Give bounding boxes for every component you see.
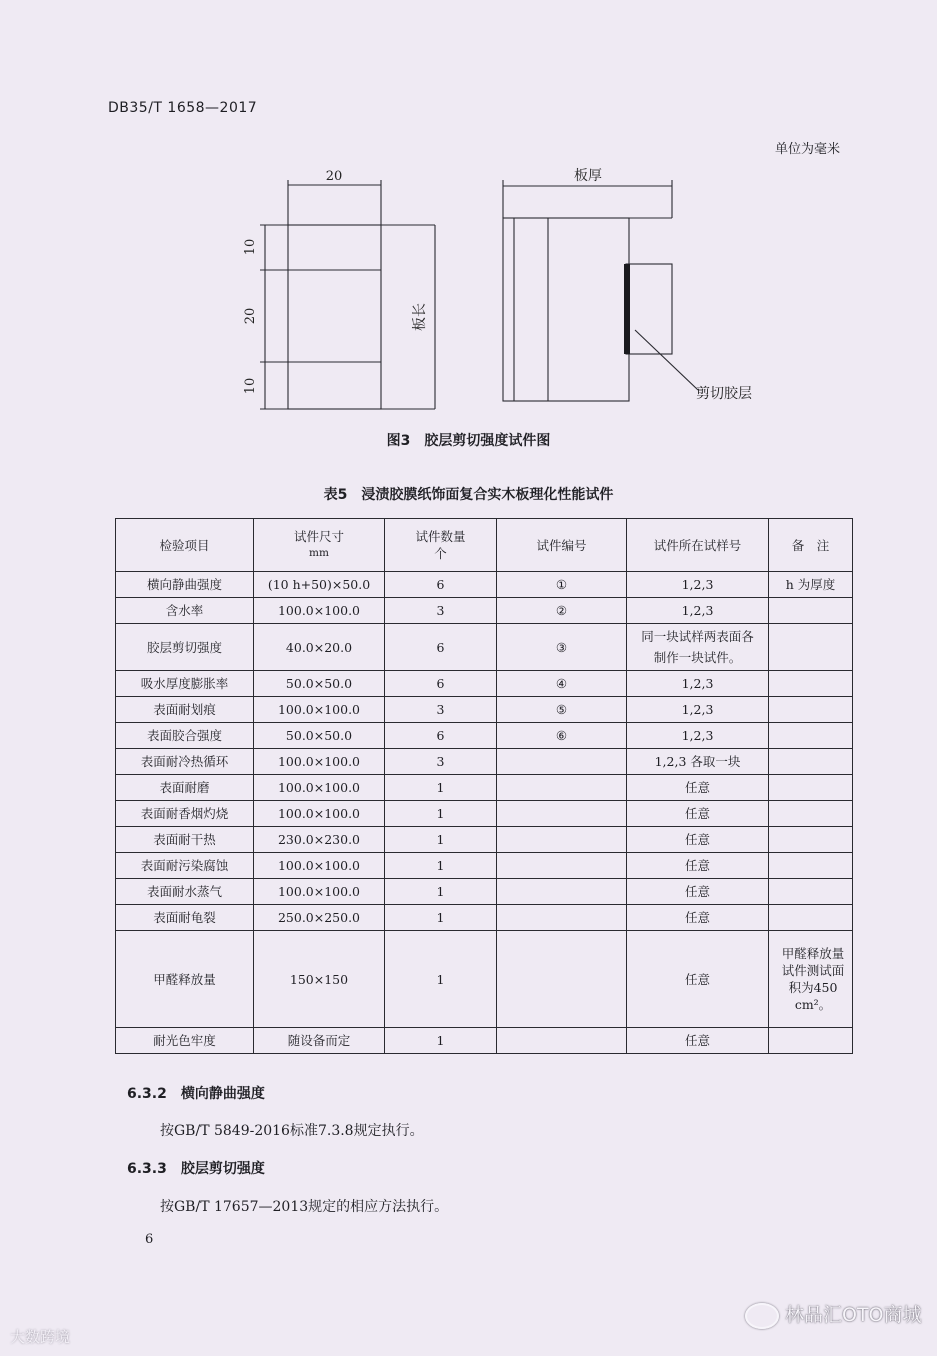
section-text-6-3-2: 按GB/T 5849-2016标准7.3.8规定执行。 bbox=[160, 1123, 424, 1139]
label-glue-layer: 剪切胶层 bbox=[696, 386, 752, 402]
specimen-table bbox=[115, 518, 853, 1054]
table-row: 表面耐冷热循环 100.0×100.0 3 1,2,3 各取一块 bbox=[116, 749, 853, 775]
table-row: 含水率 100.0×100.0 3 ② 1,2,3 bbox=[116, 598, 853, 624]
page-number: 6 bbox=[145, 1232, 154, 1247]
section-heading-6-3-2: 6.3.2 横向静曲强度 bbox=[127, 1086, 265, 1102]
table-row: 横向静曲强度 (10 h+50)×50.0 6 ① 1,2,3 h 为厚度 bbox=[116, 572, 853, 598]
label-dim-width: 20 bbox=[325, 169, 343, 184]
specimen-outline bbox=[288, 225, 381, 409]
table-row: 表面耐污染腐蚀 100.0×100.0 1 任意 bbox=[116, 853, 853, 879]
label-dim-bottom: 10 bbox=[243, 377, 258, 395]
figure-caption: 图3 胶层剪切强度试件图 bbox=[386, 433, 551, 449]
header-sample: 试件所在试样号 bbox=[627, 519, 769, 572]
label-dim-middle: 20 bbox=[243, 307, 258, 325]
table-row: 表面耐水蒸气 100.0×100.0 1 任意 bbox=[116, 879, 853, 905]
table-row: 表面耐香烟灼烧 100.0×100.0 1 任意 bbox=[116, 801, 853, 827]
table-row: 胶层剪切强度 40.0×20.0 6 ③ 同一块试样两表面各制作一块试件。 bbox=[116, 624, 853, 671]
label-board-thickness: 板厚 bbox=[574, 168, 602, 184]
specimen-figure bbox=[0, 0, 937, 425]
header-qty: 试件数量 个 bbox=[385, 519, 497, 572]
glue-layer-leader bbox=[635, 330, 698, 390]
label-dim-top: 10 bbox=[243, 238, 258, 256]
standard-code: DB35/T 1658—2017 bbox=[108, 100, 258, 116]
table-caption: 表5 浸渍胶膜纸饰面复合实木板理化性能试件 bbox=[323, 487, 614, 503]
table-row: 表面耐干热 230.0×230.0 1 任意 bbox=[116, 827, 853, 853]
table-row: 表面耐龟裂 250.0×250.0 1 任意 bbox=[116, 905, 853, 931]
table-row: 吸水厚度膨胀率 50.0×50.0 6 ④ 1,2,3 bbox=[116, 671, 853, 697]
glue-layer-mark bbox=[624, 264, 630, 354]
specimen-side-view bbox=[503, 218, 629, 401]
watermark-right: 林品汇OTO商城 bbox=[745, 1300, 922, 1329]
table-row: 表面胶合强度 50.0×50.0 6 ⑥ 1,2,3 bbox=[116, 723, 853, 749]
section-heading-6-3-3: 6.3.3 胶层剪切强度 bbox=[127, 1161, 265, 1177]
section-text-6-3-3: 按GB/T 17657—2013规定的相应方法执行。 bbox=[160, 1199, 449, 1215]
label-board-length: 板长 bbox=[412, 303, 428, 331]
table-row: 耐光色牢度 随设备而定 1 任意 bbox=[116, 1028, 853, 1054]
header-item: 检验项目 bbox=[116, 519, 254, 572]
table-row: 甲醛释放量 150×150 1 任意 甲醛释放量试件测试面积为450 cm²。 bbox=[116, 931, 853, 1028]
table-header-row bbox=[116, 519, 853, 572]
header-code: 试件编号 bbox=[497, 519, 627, 572]
header-remark: 备 注 bbox=[769, 519, 853, 572]
header-size: 试件尺寸 mm bbox=[254, 519, 385, 572]
unit-note: 单位为毫米 bbox=[775, 142, 841, 157]
table-row: 表面耐划痕 100.0×100.0 3 ⑤ 1,2,3 bbox=[116, 697, 853, 723]
chat-bubble-icon bbox=[745, 1303, 779, 1329]
table-row: 表面耐磨 100.0×100.0 1 任意 bbox=[116, 775, 853, 801]
watermark-left: 大数跨境 bbox=[10, 1328, 71, 1346]
